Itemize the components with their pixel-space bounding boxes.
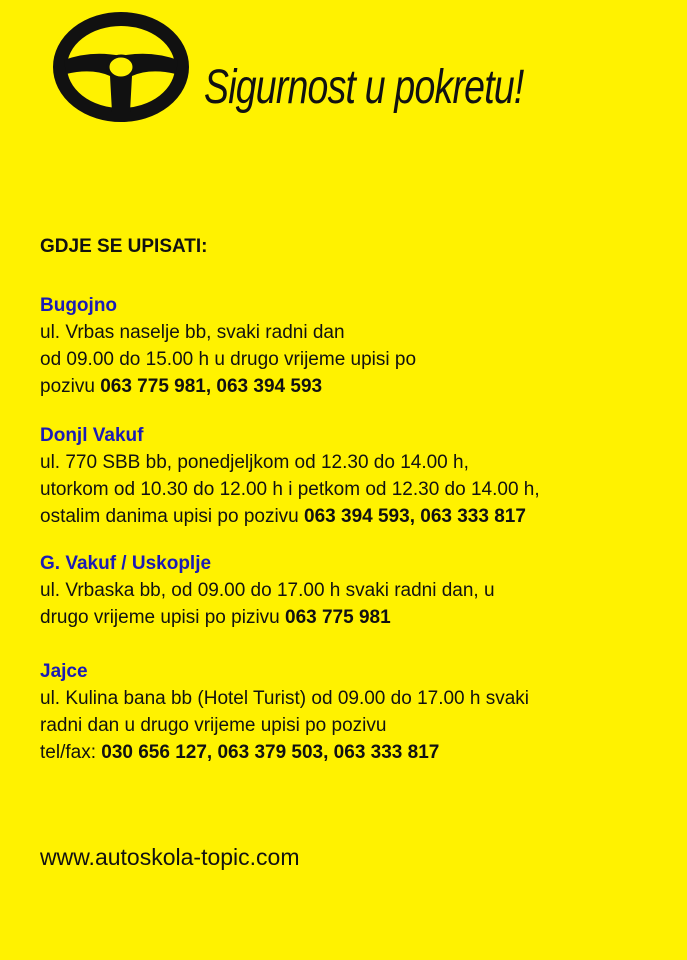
location-contact-line — [40, 739, 529, 766]
heading: GDJE SE UPISATI: — [40, 236, 208, 257]
phone-numbers: 063 775 981 — [285, 607, 391, 628]
location-contact-line — [40, 604, 495, 631]
contact-prefix: ostalim danima upisi po pozivu — [40, 506, 305, 527]
contact-prefix: tel/fax: — [40, 742, 102, 763]
phone-numbers: 063 775 981, 063 394 593 — [100, 376, 323, 397]
slogan: Sigurnost u pokretu! — [204, 61, 524, 114]
location-line: radni dan u drugo vrijeme upisi po pozivu — [40, 715, 387, 736]
contact-prefix: drugo vrijeme upisi po pizivu — [40, 607, 286, 628]
location-name: Jajce — [40, 661, 88, 682]
contact-prefix: pozivu — [40, 376, 101, 397]
location-line: ul. 770 SBB bb, ponedjeljkom od 12.30 do 14.00 h, — [40, 452, 469, 473]
location-contact-line — [40, 373, 416, 400]
location-line: od 09.00 do 15.00 h u drugo vrijeme upisi po — [40, 349, 417, 370]
phone-numbers: 030 656 127, 063 379 503, 063 333 817 — [101, 742, 440, 763]
location-bugojno — [40, 292, 416, 400]
location-contact-line — [40, 503, 540, 530]
location-name: G. Vakuf / Uskoplje — [40, 553, 212, 574]
location-line: ul. Vrbas naselje bb, svaki radni dan — [40, 322, 345, 343]
website-url: www.autoskola-topic.com — [40, 844, 300, 870]
phone-numbers: 063 394 593, 063 333 817 — [304, 506, 526, 527]
steering-wheel-icon — [52, 12, 190, 122]
location-jajce — [40, 658, 529, 766]
location-gornji-vakuf — [40, 550, 495, 631]
location-line: utorkom od 10.30 do 12.00 h i petkom od 12.30 do 14.00 h, — [40, 479, 540, 500]
location-donji-vakuf — [40, 422, 540, 530]
location-name: Donjl Vakuf — [40, 425, 144, 446]
location-name: Bugojno — [40, 295, 118, 316]
location-line: ul. Kulina bana bb (Hotel Turist) od 09.00 do 17.00 h svaki — [40, 688, 530, 709]
location-line: ul. Vrbaska bb, od 09.00 do 17.00 h svaki radni dan, u — [40, 580, 495, 601]
